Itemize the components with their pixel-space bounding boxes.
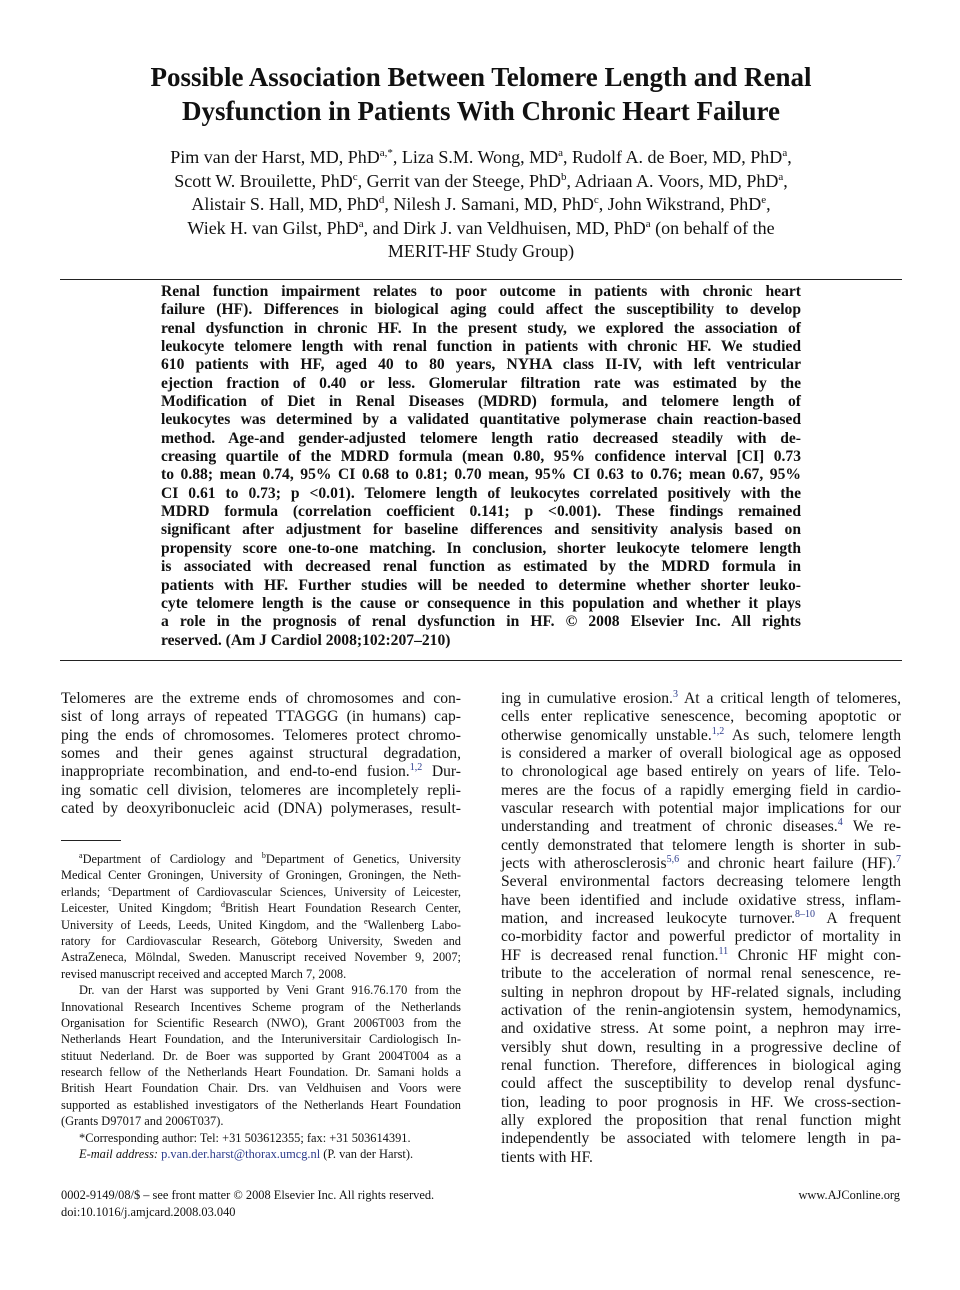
abstract-line: cyte telomere length is the cause or consequence in this population and whether it plays	[161, 594, 801, 612]
abstract-line: reserved. (Am J Cardiol 2008;102:207–210)	[161, 631, 451, 649]
body-left-column	[61, 690, 461, 818]
body-line: cated by deoxyribonucleic acid (DNA) polymerases, result-	[61, 800, 461, 818]
body-line	[501, 818, 901, 836]
abstract-line: renal dysfunction in chronic HF. In the present study, we explored the association of	[161, 319, 801, 337]
body-text: inappropriate recombination, and end-to-end fusion.	[61, 763, 410, 781]
author-name: , Adriaan A. Voors, MD, PhD	[566, 170, 779, 191]
footnote-line	[61, 851, 461, 867]
body-line: ing somatic cell division, telomeres are incompletely repli-	[61, 781, 461, 799]
abstract-line: leukocytes was determined by a validated quantitative polymerase chain reaction-based	[161, 411, 801, 429]
footer-left	[61, 1187, 434, 1221]
footnote-rule	[61, 840, 121, 841]
abstract-line: patients with HF. Further studies will be needed to determine whether shorter leuko-	[161, 576, 801, 594]
abstract-line: Modification of Diet in Renal Diseases (MDRD) formula, and telomere length of	[161, 393, 801, 411]
author-name: (on behalf of the	[650, 217, 775, 238]
abstract-line: Renal function impairment relates to poor outcome in patients with chronic heart	[161, 283, 801, 300]
affiliation-mark: a	[358, 217, 364, 230]
body-text: and chronic heart failure (HF).	[679, 855, 896, 873]
abstract-line: MDRD formula (correlation coefficient 0.141; p <0.001). These findings remained	[161, 503, 801, 521]
author-line	[60, 193, 902, 217]
body-line: cently demonstrated that telomere length is shorter in sub-	[501, 836, 901, 854]
citation-link[interactable]: 7	[896, 853, 901, 865]
affiliation-mark: d	[220, 900, 225, 910]
author-line: MERIT-HF Study Group)	[387, 241, 575, 261]
body-right-column	[501, 690, 901, 1167]
footnote-line: Medical Center Groningen, University of Groningen, Groningen, the Neth-	[61, 868, 461, 883]
journal-url[interactable]: www.AJConline.org	[798, 1188, 900, 1202]
body-line: cells enter replicative senescence, becoming apoptotic or	[501, 708, 901, 726]
body-line: ally explored the proposition that renal function might	[501, 1111, 901, 1129]
affiliation-mark: c	[108, 883, 112, 893]
article-title	[60, 60, 902, 128]
footnote-line: ratory for Cardiovascular Research, Göteborg University, Sweden and	[61, 933, 461, 948]
body-line	[501, 910, 901, 928]
body-text: We re-	[842, 818, 902, 836]
doi[interactable]: doi:10.1016/j.amjcard.2008.03.040	[61, 1205, 236, 1219]
citation-link[interactable]: 4	[837, 817, 843, 829]
body-line: vascular research with potential major implications for our	[501, 800, 901, 818]
body-line: renal function. Therefore, differences in biological aging	[501, 1056, 901, 1074]
separator: ,	[783, 170, 788, 191]
email-label: E-mail address:	[79, 1147, 162, 1162]
affiliation-mark: a	[558, 147, 564, 159]
title-line: Possible Association Between Telomere Length and Renal	[150, 62, 812, 92]
abstract-line: to 0.88; mean 0.74, 95% CI 0.68 to 0.81; 0.70 mean, 95% CI 0.63 to 0.76; mean 0.67, 95%	[161, 466, 801, 484]
body-line	[501, 855, 901, 873]
body-text: At a critical length of telomeres,	[677, 690, 901, 707]
author-list	[60, 146, 902, 264]
abstract	[161, 283, 801, 650]
abstract-line: ejection fraction of 0.40 or less. Glomerular filtration rate was estimated by the	[161, 374, 801, 392]
body-text: ing in cumulative erosion.	[501, 690, 673, 707]
footnote-text: erlands;	[61, 884, 109, 899]
abstract-line: a role in the prognosis of renal dysfunction in HF. © 2008 Elsevier Inc. All rights	[161, 613, 801, 631]
citation-link[interactable]: 5,6	[666, 853, 680, 865]
abstract-line: failure (HF). Differences in biological aging could affect the susceptibility to develop	[161, 301, 801, 319]
author-name: , Rudolf A. de Boer, MD, PhD	[563, 147, 783, 167]
citation-link[interactable]: 8–10	[795, 908, 816, 920]
affiliation-mark: b	[261, 850, 266, 860]
body-line	[501, 690, 901, 708]
body-line: to chronological age based entirely on years of life. Telo-	[501, 763, 901, 781]
author-name: Wiek H. van Gilst, PhD	[187, 217, 359, 238]
footnote-line: *Corresponding author: Tel: +31 503612355; fax: +31 503614391.	[79, 1130, 411, 1145]
affiliation-mark: c	[352, 170, 358, 183]
footnote-line: (Grants D97017 and 2006T037).	[61, 1114, 224, 1129]
abstract-line: significant after adjustment for baseline differences and sensitivity analysis based on	[161, 521, 801, 539]
separator: ,	[787, 147, 792, 167]
body-text: Chronic HF might con-	[728, 946, 901, 964]
abstract-line: creasing quartile of the MDRD formula (mean 0.80, 95% confidence interval [CI] 0.73	[161, 448, 801, 466]
author-name: Scott W. Brouilette, PhD	[174, 170, 353, 191]
footnote-text: British Heart Foundation Research Center,	[224, 901, 461, 916]
affiliation-mark: a,*	[379, 147, 393, 159]
body-text: otherwise genomically unstable.	[501, 726, 712, 744]
author-name: , Liza S.M. Wong, MD	[392, 147, 559, 167]
body-text: understanding and treatment of chronic diseases.	[501, 818, 838, 836]
body-line: could affect the susceptibility to develop renal dysfunc-	[501, 1075, 901, 1093]
body-line: have been identified and include oxidative stress, inflam-	[501, 891, 901, 909]
body-line: tion, leading to poor prognosis in HF. We cross-section-	[501, 1093, 901, 1111]
footnote-text: (P. van der Harst).	[320, 1147, 414, 1162]
body-line: is considered a marker of overall biological age as opposed	[501, 745, 901, 763]
body-line	[61, 763, 461, 781]
author-name: , John Wikstrand, PhD	[598, 194, 762, 214]
abstract-line: method. Age-and gender-adjusted telomere length ratio decreased steadily with de-	[161, 429, 801, 447]
body-line: somes and their genes against structural degradation,	[61, 745, 461, 763]
footnote-text: Leicester, United Kingdom;	[61, 901, 221, 916]
footnote-text: Department of Cardiology and	[82, 852, 262, 866]
footnote-line: Netherlands Heart Foundation, and the Interuniversitair Cardiologisch In-	[61, 1032, 461, 1047]
abstract-line: leukocyte telomere length with renal function in patients with chronic HF. We studied	[161, 338, 801, 356]
body-line: and oxidative stress. At some point, a nephron may irre-	[501, 1020, 901, 1038]
footnote-line	[61, 1146, 461, 1162]
footnote-line: Dr. van der Harst was supported by Veni Grant 916.76.170 from the	[79, 983, 461, 998]
footnote-line	[61, 917, 461, 933]
footnote-text: University of Leeds, Leeds, United Kingdom, and the	[61, 917, 364, 932]
body-line: sist of long arrays of repeated TTAGGG (in humans) cap-	[61, 708, 461, 726]
footnote-line: research fellow of the Netherlands Heart Foundation. Dr. Samani holds a	[61, 1065, 461, 1080]
affiliation-mark: d	[378, 194, 385, 206]
abstract-line: is associated with decreased renal function as estimated by the MDRD formula in	[161, 558, 801, 576]
affiliation-mark: e	[363, 916, 368, 926]
affiliation-mark: c	[593, 194, 599, 206]
author-name: , Nilesh J. Samani, MD, PhD	[384, 194, 594, 214]
author-name: , and Dirk J. van Veldhuisen, MD, PhD	[363, 217, 646, 238]
citation-link[interactable]: 1,2	[409, 762, 423, 774]
affiliation-mark: b	[561, 170, 567, 183]
body-text: mation, and increased leukocyte turnover.	[501, 910, 796, 928]
author-line	[60, 146, 902, 170]
body-line: independently be associated with telomere length in pa-	[501, 1130, 901, 1148]
footnote-line: British Heart Foundation Chair. Drs. van Veldhuisen and Voors were	[61, 1081, 461, 1096]
footnote-text: Wallenberg Labo-	[367, 917, 461, 932]
footnote-line	[61, 900, 461, 916]
title-line: Dysfunction in Patients With Chronic Heart Failure	[181, 96, 781, 126]
footnote-text: Department of Cardiovascular Sciences, University of Leicester,	[111, 884, 461, 899]
front-matter-note: 0002-9149/08/$ – see front matter © 2008 Elsevier Inc. All rights reserved.	[61, 1188, 435, 1202]
body-line	[501, 947, 901, 965]
body-line: meres are the focus of a rapidly emerging field in cardio-	[501, 781, 901, 799]
body-line	[501, 727, 901, 745]
affiliation-mark: a	[645, 217, 651, 230]
body-line: Several environmental factors decreasing telomere length	[501, 873, 901, 891]
body-line: sulting in nephron dropout by HF-related signals, including	[501, 983, 901, 1001]
footnotes	[61, 851, 461, 1162]
footnote-line: revised manuscript received and accepted March 7, 2008.	[61, 966, 347, 981]
citation-link[interactable]: 3	[672, 688, 678, 700]
body-line: tribute to the acceleration of normal renal senescence, re-	[501, 965, 901, 983]
abstract-line: propensity score one-to-one matching. In conclusion, shorter leukocyte telomere length	[161, 539, 801, 557]
footnote-text: Department of Genetics, University	[265, 852, 461, 866]
author-line	[60, 217, 902, 241]
author-name: , Gerrit van der Steege, PhD	[357, 170, 562, 191]
abstract-bottom-rule	[60, 660, 902, 661]
body-line: tients with HF.	[501, 1148, 593, 1166]
abstract-line: 610 patients with HF, aged 40 to 80 years, NYHA class II-IV, with left ventricular	[161, 356, 801, 374]
body-text: jects with atherosclerosis	[501, 855, 667, 873]
body-line: Telomeres are the extreme ends of chromosomes and con-	[61, 690, 461, 707]
footnote-line: Innovational Research Incentives Scheme program of the Netherlands	[61, 999, 461, 1014]
body-text: A frequent	[815, 910, 901, 928]
footnote-line: AstraZeneca, Mölndal, Sweden. Manuscript received November 9, 2007;	[61, 950, 461, 965]
footnote-line: supported as established investigators of the Netherlands Heart Foundation	[61, 1097, 461, 1112]
citation-link[interactable]: 1,2	[711, 725, 725, 737]
body-text: Dur-	[422, 763, 461, 781]
body-text: As such, telomere length	[724, 726, 901, 744]
body-line: co-morbidity factor and powerful predictor of mortality in	[501, 928, 901, 946]
email-link[interactable]: p.van.der.harst@thorax.umcg.nl	[161, 1147, 321, 1162]
affiliation-mark: a	[778, 170, 784, 183]
abstract-top-rule	[60, 279, 902, 280]
footnote-line: Organisation for Scientific Research (NWO), Grant 2006T003 from the	[61, 1015, 461, 1030]
separator: ,	[766, 194, 771, 214]
author-name: Alistair S. Hall, MD, PhD	[191, 194, 379, 214]
body-text: HF is decreased renal function.	[501, 946, 719, 964]
author-name: Pim van der Harst, MD, PhD	[170, 147, 380, 167]
abstract-line: CI 0.61 to 0.73; p <0.01). Telomere length of leukocytes correlated positively with the	[161, 484, 801, 502]
affiliation-mark: a	[782, 147, 788, 159]
body-line: ping the ends of chromosomes. Telomeres protect chromo-	[61, 726, 461, 744]
footnote-line	[61, 884, 461, 900]
affiliation-mark: e	[761, 194, 767, 206]
affiliation-mark: a	[79, 850, 83, 860]
body-line: activation of the renin-angiotensin system, hemodynamics,	[501, 1001, 901, 1019]
author-line	[60, 170, 902, 194]
footnote-line: stituut Nederland. Dr. de Boer was supported by Grant 2004T004 as a	[61, 1048, 461, 1063]
body-line: versibly shut down, resulting in a progressive decline of	[501, 1038, 901, 1056]
citation-link[interactable]: 11	[718, 945, 729, 957]
